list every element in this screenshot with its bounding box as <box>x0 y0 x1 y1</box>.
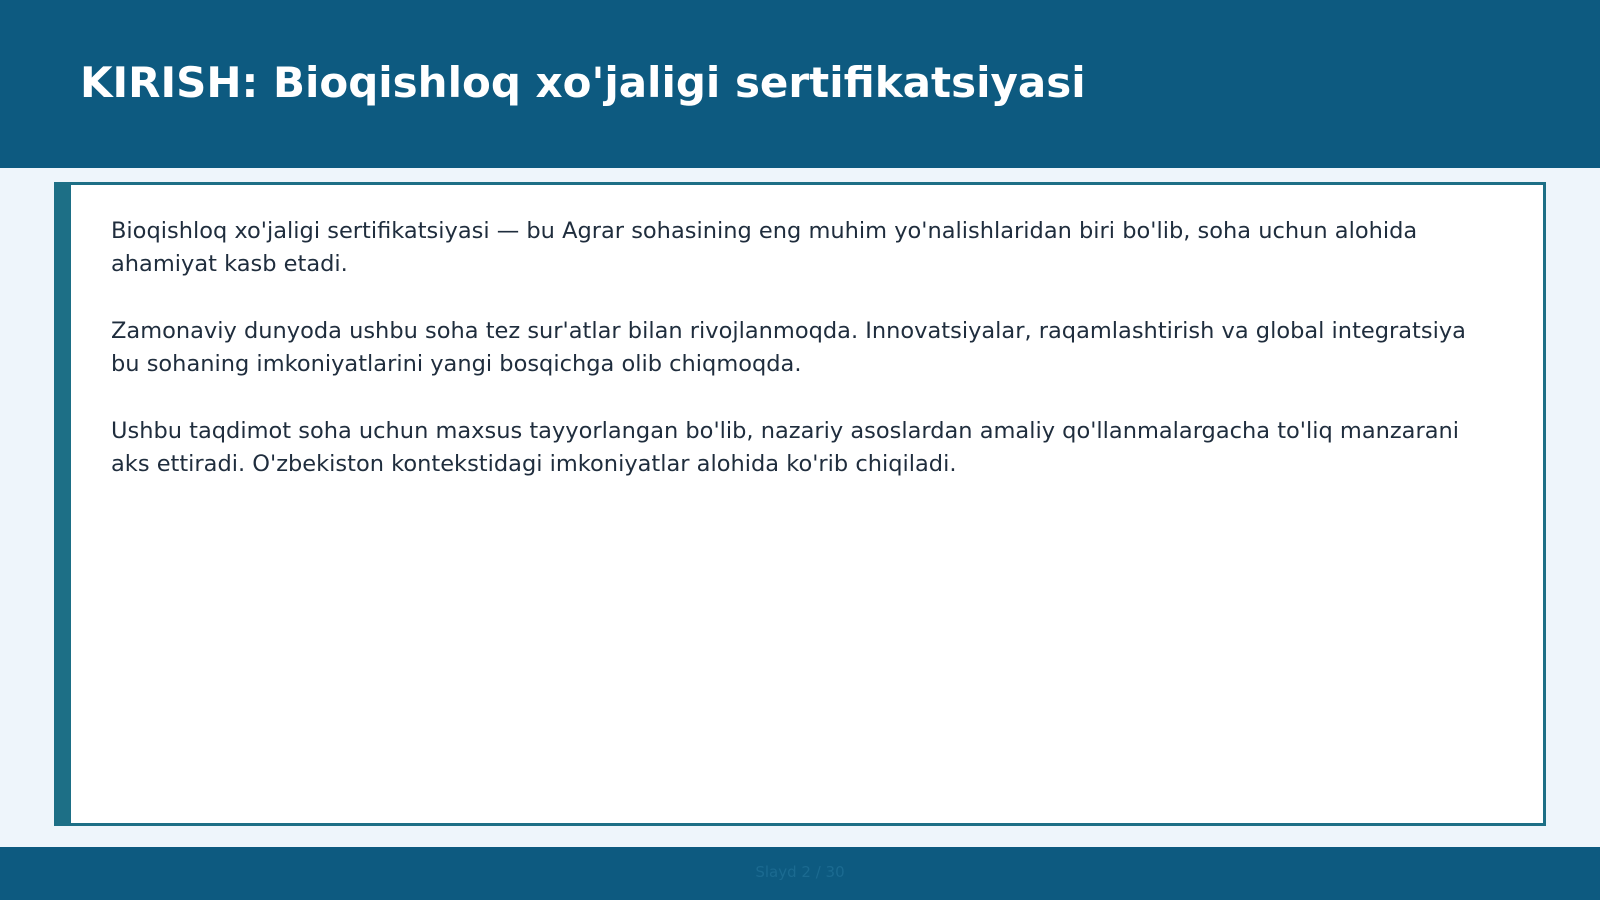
paragraph-presentation: Ushbu taqdimot soha uchun maxsus tayyorlangan bo'lib, nazariy asoslardan amaliy qo'llanmalargacha to'liq manzarani aks ettiradi. O'zbekiston kontekstidagi imkoniyatlar alohida ko'rib chiqiladi. <box>111 418 1460 477</box>
card-content <box>111 215 1501 515</box>
content-card <box>54 182 1546 826</box>
slide-header <box>0 0 1600 168</box>
paragraph-modern-world: Zamonaviy dunyoda ushbu soha tez sur'atlar bilan rivojlanmoqda. Innovatsiyalar, raqamlashtirish va global integratsiya bu sohaning imkoniyatlarini yangi bosqichga olib chiqmoqda. <box>111 318 1466 377</box>
slide-title: KIRISH: Bioqishloq xo'jaligi sertifikatsiyasi <box>80 58 1086 107</box>
slide-counter: Slayd 2 / 30 <box>755 863 845 881</box>
paragraph-intro: Bioqishloq xo'jaligi sertifikatsiyasi — bu Agrar sohasining eng muhim yo'nalishlaridan biri bo'lib, soha uchun alohida ahamiyat kasb etadi. <box>111 218 1418 277</box>
slide-footer <box>0 847 1600 900</box>
